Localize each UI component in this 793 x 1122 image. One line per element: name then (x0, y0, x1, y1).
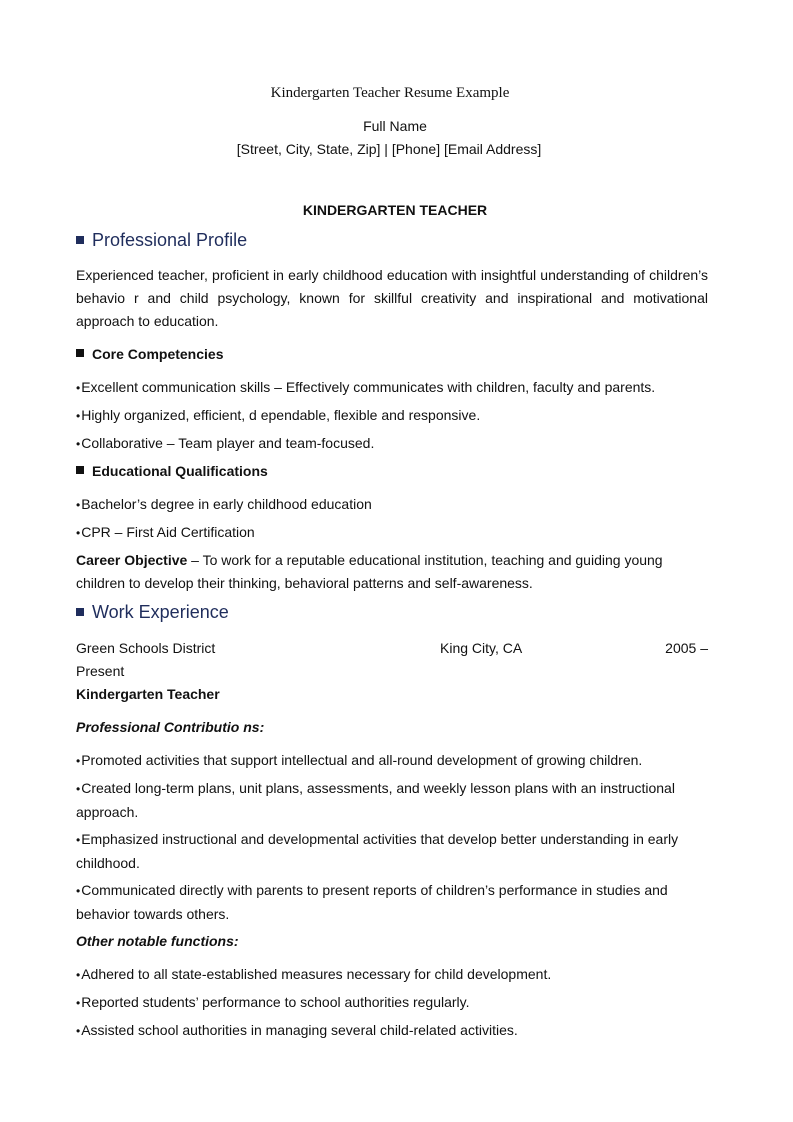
employment-end-date: Present (76, 663, 125, 679)
bullet-icon: • (76, 409, 81, 423)
bullet-icon: • (76, 498, 81, 512)
list-item: •Collaborative – Team player and team-focused. (76, 435, 375, 451)
list-item: •Bachelor’s degree in early childhood education (76, 496, 372, 512)
list-item: •Excellent communication skills – Effectively communicates with children, faculty and parents. (76, 379, 656, 395)
bullet-icon: • (76, 833, 81, 847)
square-bullet-icon (76, 608, 84, 616)
list-item: •Assisted school authorities in managing several child-related activities. (76, 1022, 518, 1038)
bullet-icon: • (76, 996, 81, 1010)
section-heading-label: Work Experience (92, 602, 229, 622)
bullet-icon: • (76, 381, 81, 395)
full-name: Full Name (363, 118, 427, 134)
bullet-icon: • (76, 884, 81, 898)
job-title: KINDERGARTEN TEACHER (302, 202, 488, 218)
list-item: •CPR – First Aid Certification (76, 524, 255, 540)
subheading-label: Core Competencies (92, 346, 224, 362)
bullet-icon: • (76, 526, 81, 540)
document-title: Kindergarten Teacher Resume Example (270, 85, 510, 101)
list-item: •Created long-term plans, unit plans, assessments, and weekly lesson plans with an instructional approach. (76, 780, 675, 820)
career-objective-label: Career Objective (76, 552, 188, 568)
square-bullet-icon (76, 466, 84, 474)
career-objective-paragraph (76, 549, 708, 595)
employer-name: Green Schools District (76, 640, 216, 656)
section-heading-label: Professional Profile (92, 230, 248, 250)
list-item: •Promoted activities that support intellectual and all-round development of growing children. (76, 752, 643, 768)
section-heading-work-experience (76, 602, 229, 623)
square-bullet-icon (76, 349, 84, 357)
position-title: Kindergarten Teacher (76, 686, 220, 702)
bullet-icon: • (76, 754, 81, 768)
list-item: •Adhered to all state-established measures necessary for child development. (76, 966, 552, 982)
square-bullet-icon (76, 236, 84, 244)
subheading-other-functions: Other notable functions: (76, 933, 239, 949)
list-item: •Reported students’ performance to school authorities regularly. (76, 994, 470, 1010)
subheading-label: Educational Qualifications (92, 463, 268, 479)
list-item: •Emphasized instructional and developmental activities that develop better understanding in early childhood. (76, 831, 679, 871)
list-item: •Highly organized, efficient, d ependable, flexible and responsive. (76, 407, 481, 423)
subheading-educational-qualifications (76, 463, 268, 479)
subheading-core-competencies (76, 346, 223, 362)
list-item: •Communicated directly with parents to present reports of children’s performance in studies and behavior towards others. (76, 882, 668, 922)
bullet-icon: • (76, 782, 81, 796)
contact-line: [Street, City, State, Zip] | [Phone] [Email Address] (236, 141, 542, 157)
employment-start-date: 2005 – (665, 640, 708, 656)
bullet-icon: • (76, 968, 81, 982)
employer-location: King City, CA (440, 640, 523, 656)
section-heading-professional-profile (76, 230, 247, 251)
bullet-icon: • (76, 437, 81, 451)
bullet-icon: • (76, 1024, 81, 1038)
career-objective-text: – To work for a reputable educational institution, teaching and guiding young children to develop their thinking, behavioral patterns and self-awareness. (76, 552, 663, 591)
subheading-professional-contributions: Professional Contributio ns: (76, 719, 265, 735)
profile-paragraph: Experienced teacher, proficient in early childhood education with insightful understanding of children’s behavio r and child psychology, known for skillful creativity and inspirational and motivational approach to education. (76, 267, 708, 329)
